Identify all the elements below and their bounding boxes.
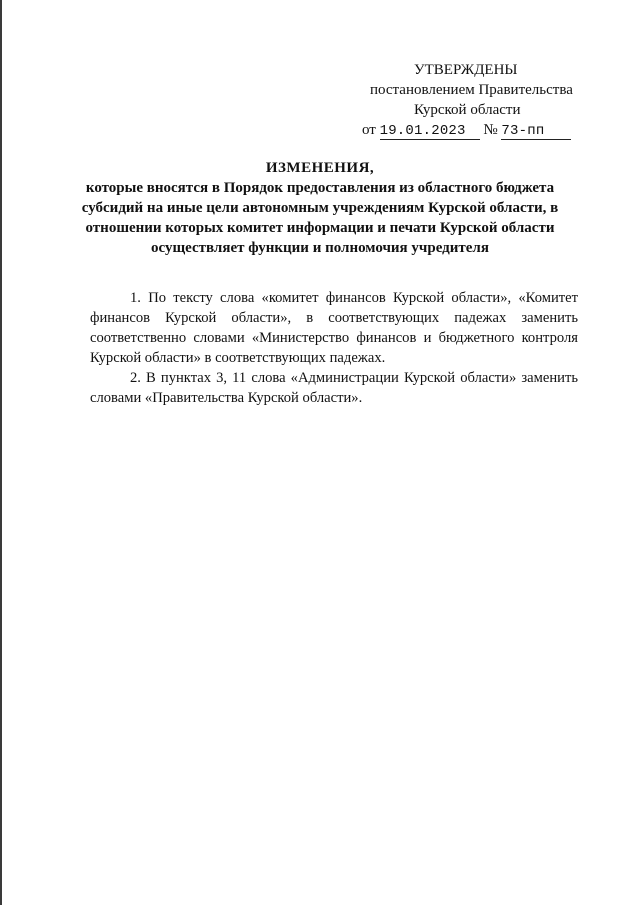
- title-line-4: осуществляет функции и полномочия учредителя: [151, 240, 489, 256]
- title-main: ИЗМЕНЕНИЯ,: [265, 160, 375, 176]
- approval-region: Курской области: [414, 102, 521, 118]
- approval-date: 19.01.2023: [380, 123, 480, 140]
- approval-date-number: [362, 120, 571, 140]
- approval-number: 73-пп: [501, 123, 571, 140]
- approval-issuer: постановлением Правительства: [370, 82, 573, 98]
- item-2: 2. В пунктах 3, 11 слова «Администрации Курской области» заменить словами «Правительства Курской области».: [90, 370, 578, 406]
- approval-heading: УТВЕРЖДЕНЫ: [414, 62, 518, 78]
- item-1: 1. По тексту слова «комитет финансов Курской области», «Комитет финансов Курской области», в соответствующих падежах заменить соответственно словами «Министерство финансов и бюджетного контроля Курской области» в соответствующих падежах.: [90, 290, 578, 366]
- scan-edge: [0, 0, 2, 905]
- date-prefix: от: [362, 122, 376, 138]
- document-title: [60, 158, 580, 258]
- title-line-3: отношении которых комитет информации и печати Курской области: [85, 220, 555, 236]
- title-line-2: субсидий на иные цели автономным учреждениям Курской области, в: [81, 200, 559, 216]
- document-body: [90, 288, 578, 408]
- title-line-1: которые вносятся в Порядок предоставления из областного бюджета: [85, 180, 555, 196]
- number-sign: №: [483, 122, 498, 138]
